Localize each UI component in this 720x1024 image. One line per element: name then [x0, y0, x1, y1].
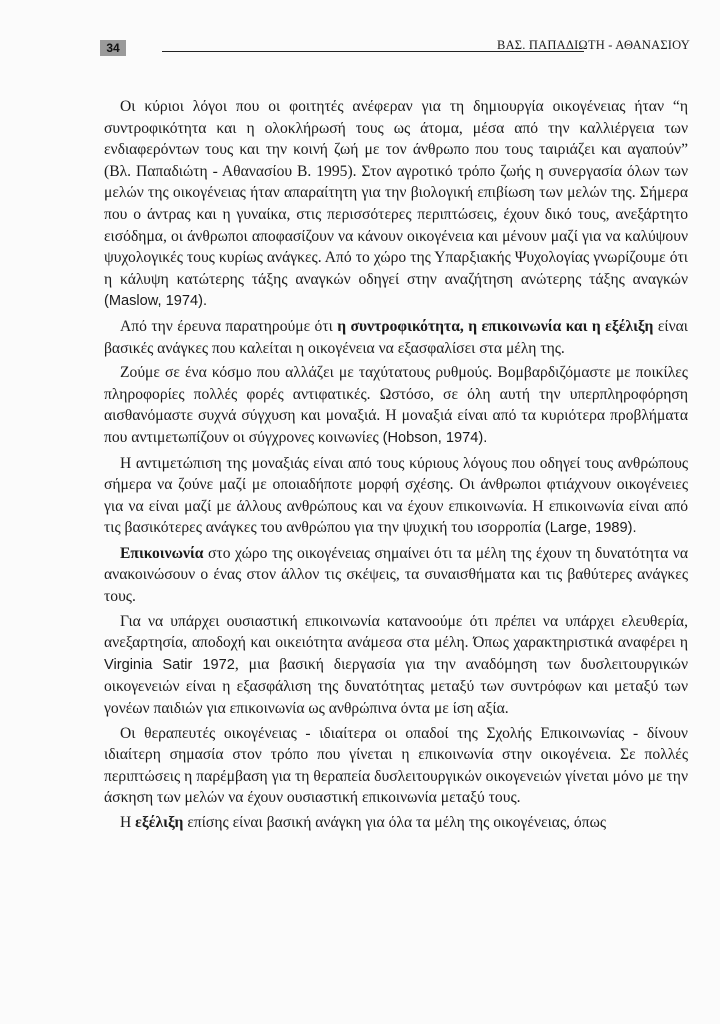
text-run: Για να υπάρχει ουσιαστική επικοινωνία κατανοούμε ότι πρέπει να υπάρχει ελευθερία, ανεξαρτησία, αποδοχή και οικειότητα ανάμεσα στα μέλη. Όπως χαρακτηριστικά αναφέρει η — [104, 612, 688, 652]
paragraph-p4 — [104, 453, 688, 540]
emphasis-text: Επικοινωνία — [120, 544, 204, 562]
text-run: Από την έρευνα παρατηρούμε ότι — [120, 317, 338, 335]
citation: (Maslow, 1974). — [104, 293, 208, 310]
text-run: Οι κύριοι λόγοι που οι φοιτητές ανέφεραν για τη δημιουργία οικογένειας ήταν “η συντροφικότητα και η ολοκλήρωσή τους ως άτομα, μέσα από την καλλιέργεια των ενδιαφερόντων τους και την κοινή ζωή με τον άνθρωπο που τους ταιριάζει και αγαπούν” (Βλ. Παπαδιώτη - Αθανασίου Β. 1995). Στον αγροτικό τρόπο ζωής η συνεργασία όλων των μελών της οικογένειας ήταν απαραίτητη για την βιολογική επιβίωση των μελών της. Σήμερα που ο άντρας και η γυναίκα, στις περισσότερες περιπτώσεις, έχουν δικό τους, ανεξάρτητο εισόδημα, οι άνθρωποι αποφασίζουν να κάνουν οικογένεια και μένουν μαζί για να καλύψουν ψυχολογικές τους κυρίως ανάγκες. Από το χώρο της Υπαρξιακής Ψυχολογίας γνωρίζουμε ότι η κάλυψη κατώτερης τάξης αναγκών οδηγεί στην αναζήτηση ανώτερης τάξης αναγκών — [104, 98, 688, 288]
text-run: , μια βασική διεργασία για την αναδόμηση των δυσλειτουργικών οικογενειών είναι η εξασφάλιση της δυνατότητας μεταξύ των συντρόφων και μεταξύ των γονέων παιδιών για επικοινωνία ως ανθρώπινα όντα με ίση αξία. — [104, 655, 688, 718]
paragraph-p6 — [104, 611, 688, 720]
emphasis-text: η συντροφικότητα, η επικοινωνία και η εξέλιξη — [337, 317, 654, 335]
body-text — [104, 96, 688, 834]
paragraph-p5 — [104, 543, 688, 608]
paragraph-p3 — [104, 362, 688, 449]
citation: Virginia Satir 1972 — [104, 656, 235, 673]
paragraph-p8 — [104, 812, 688, 834]
citation: (Large, 1989). — [544, 520, 637, 537]
paragraph-p1 — [104, 96, 688, 313]
text-run: επίσης είναι βασική ανάγκη για όλα τα μέλη της οικογένειας, όπως — [183, 814, 607, 831]
header-author: ΒΑΣ. ΠΑΠΑΔΙΩΤΗ - ΑΘΑΝΑΣΙΟΥ — [497, 38, 690, 52]
paragraph-p7 — [104, 723, 688, 809]
paragraph-p2 — [104, 316, 688, 359]
page-header — [100, 36, 690, 62]
text-run: είναι βασικές ανάγκες που καλείται η οικογένεια να εξασφαλίσει στα μέλη της. — [104, 317, 688, 357]
page-number: 34 — [100, 40, 126, 56]
text-run: Η αντιμετώπιση της μοναξιάς είναι από τους κύριους λόγους που οδηγεί τους ανθρώπους σήμερα να ζούνε μαζί με οποιαδήποτε μορφή σχέσης. Οι άνθρωποι φτιάχνουν οικογένειες για να είναι μαζί με άλλους ανθρώπους και να έχουν επικοινωνία. Η επικοινωνία είναι από τις βασικότερες ανάγκες του ανθρώπου για την ψυχική του ισορροπία — [104, 454, 688, 537]
text-run: Ζούμε σε ένα κόσμο που αλλάζει με ταχύτατους ρυθμούς. Βομβαρδιζόμαστε με ποικίλες πληροφορίες πολλές φορές αντιφατικές. Ωστόσο, σε όλη αυτή την υπερπληροφόρηση αισθανόμαστε συχνά σύγχυση και μοναξιά. Η μοναξιά είναι από τα κυριότερα προβλήματα που αντιμετωπίζουν οι σύγχρονες κοινωνίες — [104, 364, 688, 446]
text-run: Η — [120, 814, 136, 831]
text-run: στο χώρο της οικογένειας σημαίνει ότι τα μέλη της έχουν τη δυνατότητα να ανακοινώσουν ο ένας στον άλλον τις σκέψεις, τα συναισθήματα και τις βαθύτερες ανάγκες τους. — [104, 544, 688, 606]
citation: (Hobson, 1974). — [382, 429, 488, 446]
text-run: Οι θεραπευτές οικογένειας - ιδιαίτερα οι οπαδοί της Σχολής Επικοινωνίας - δίνουν ιδιαίτερη σημασία στον τρόπο που γίνεται η επικοινωνία στην οικογένεια. Σε πολλές περιπτώσεις η παρέμβαση για τη θεραπεία δυσλειτουργικών οικογενειών γίνεται μόνο με την άσκηση των μελών να έχουν ουσιαστική επικοινωνία μεταξύ τους. — [104, 724, 688, 807]
emphasis-text: εξέλιξη — [135, 814, 184, 831]
